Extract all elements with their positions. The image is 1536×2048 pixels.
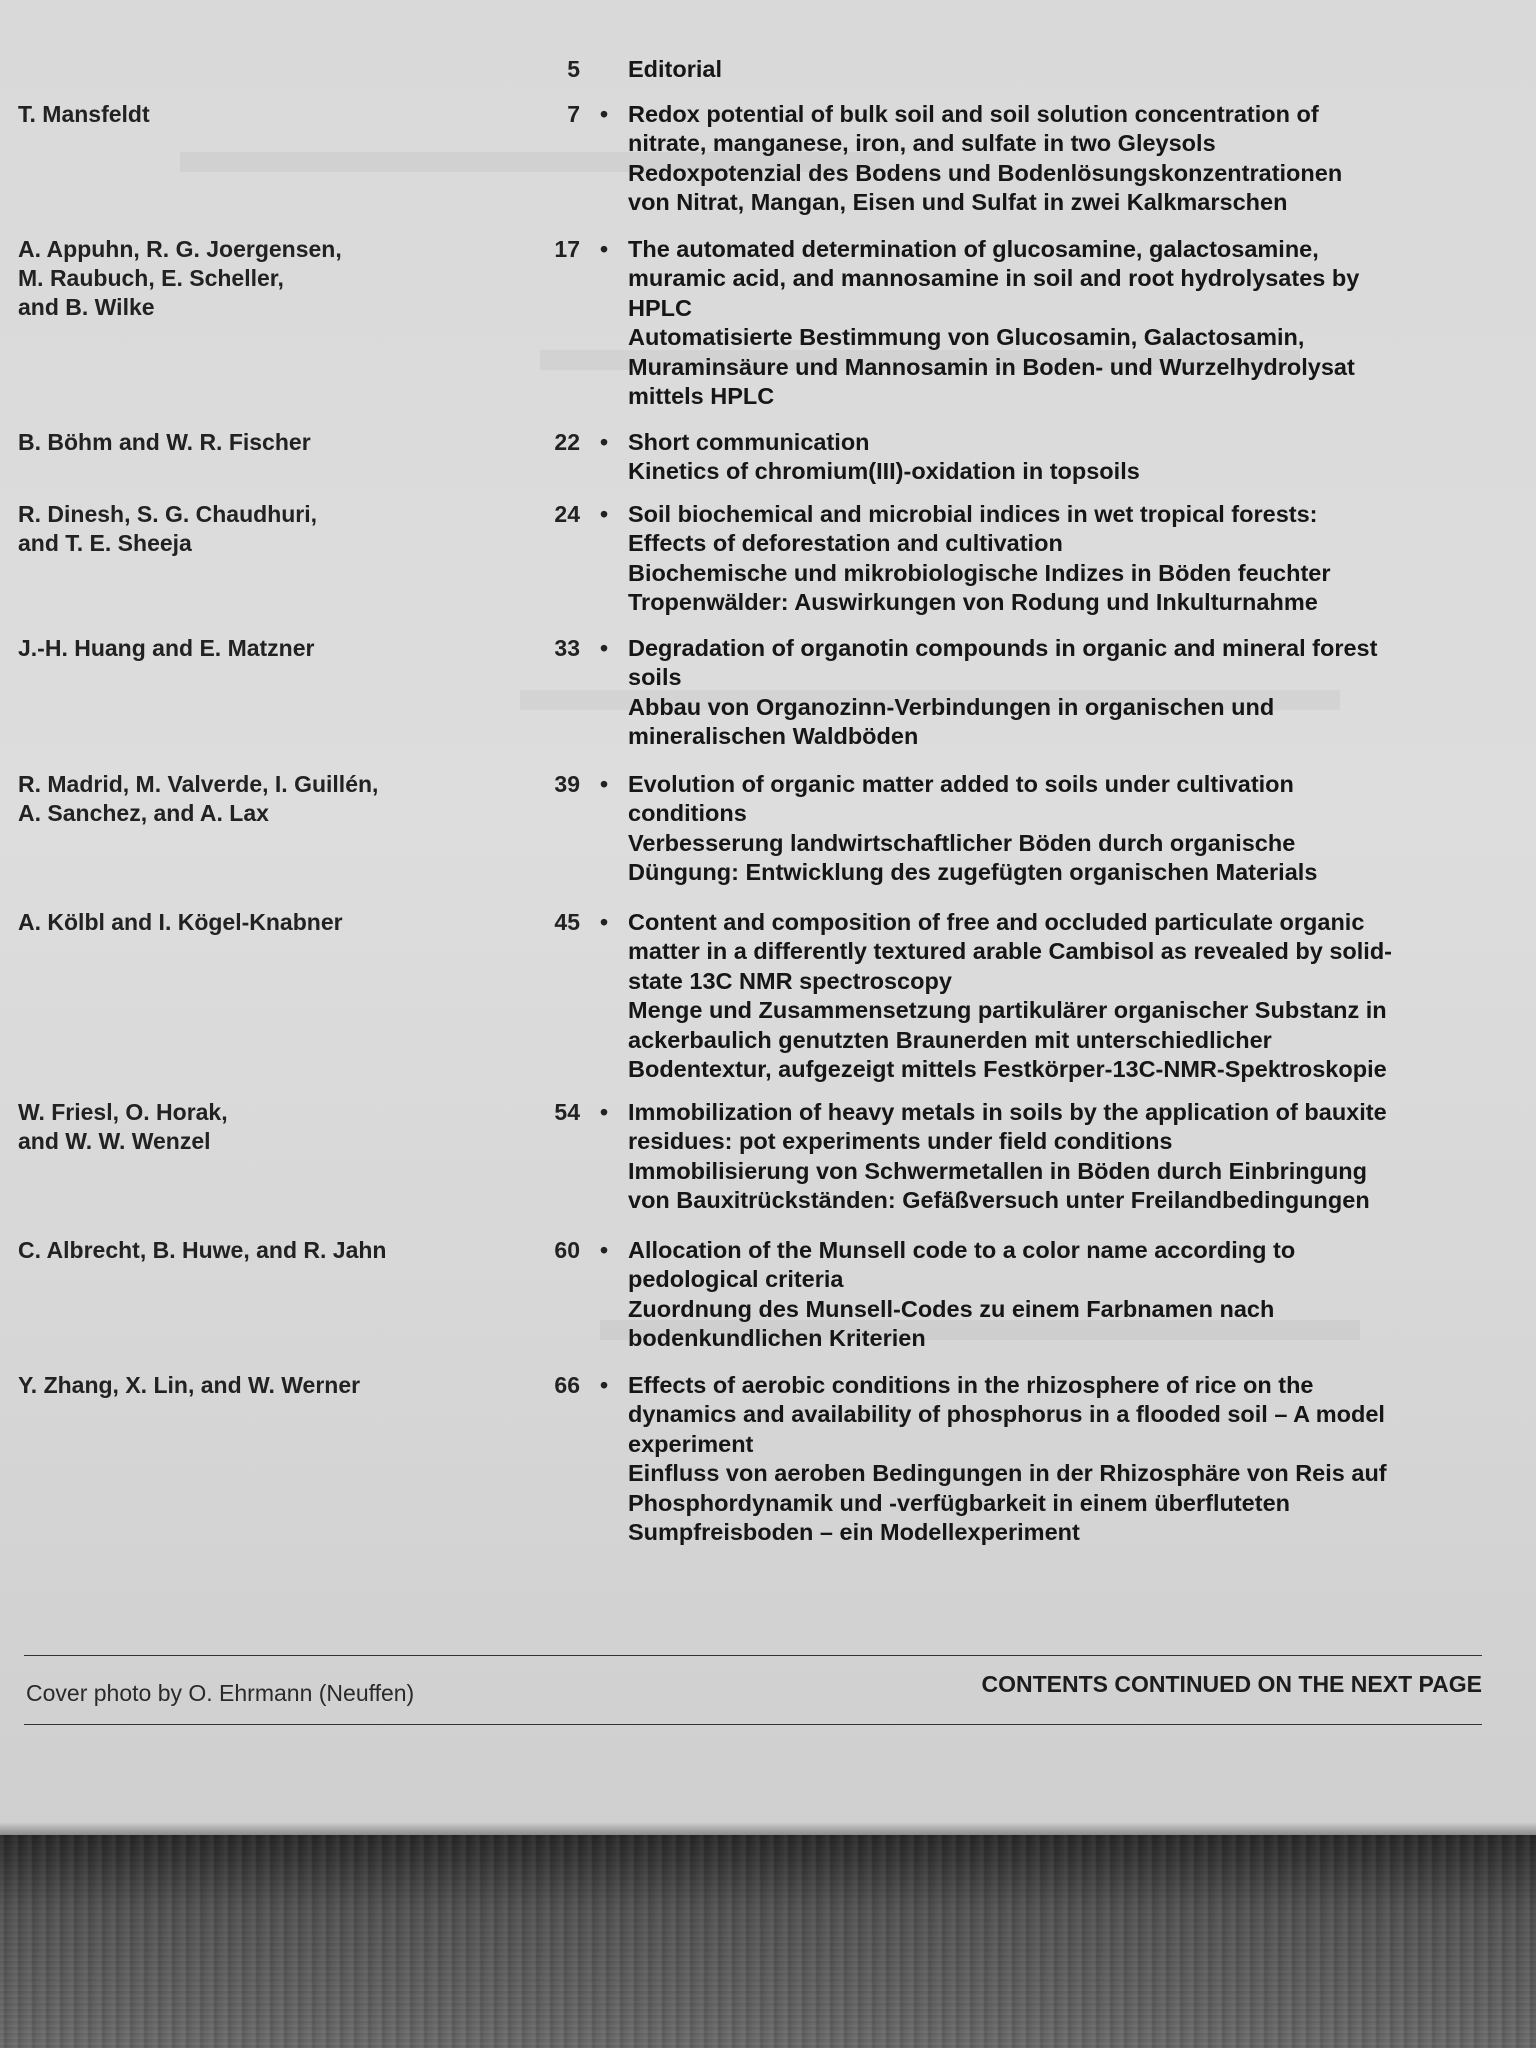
title-line: Short communication <box>628 429 870 455</box>
title-line: Zuordnung des Munsell-Codes zu einem Farbnamen nach <box>628 1295 1275 1322</box>
title-line: Abbau von Organozinn-Verbindungen in organischen und <box>628 693 1275 720</box>
title-line: Einfluss von aeroben Bedingungen in der Rhizosphäre von Reis auf <box>628 1460 1387 1487</box>
title-line: Immobilisierung von Schwermetallen in Böden durch Einbringung <box>628 1157 1368 1184</box>
title-line: conditions <box>628 800 747 827</box>
title-line: Muraminsäure und Mannosamin in Boden- und Wurzelhydrolysat <box>628 353 1355 380</box>
title-line: soils <box>628 664 682 691</box>
title-line: muramic acid, and mannosamine in soil and root hydrolysates by <box>628 265 1360 292</box>
bullet-icon: • <box>600 1099 609 1125</box>
toc-entry-page-number: 5 <box>567 56 580 82</box>
title-line: Automatisierte Bestimmung von Glucosamin, Galactosamin, <box>628 324 1305 351</box>
author-line: M. Raubuch, E. Scheller, <box>18 265 284 291</box>
title-line: Kinetics of chromium(III)-oxidation in topsoils <box>628 458 1140 485</box>
title-line: Content and composition of free and occluded particulate organic <box>628 909 1365 935</box>
author-line: A. Sanchez, and A. Lax <box>18 800 269 826</box>
author-line: C. Albrecht, B. Huwe, and R. Jahn <box>18 1237 387 1263</box>
author-line: B. Böhm and W. R. Fischer <box>18 429 311 455</box>
page-edge-shadow <box>0 1822 1536 1836</box>
toc-entry-page-number: 7 <box>567 101 580 127</box>
footer-bottom-rule <box>24 1724 1482 1725</box>
author-line: and T. E. Sheeja <box>18 530 192 556</box>
toc-entry-titles <box>628 55 1488 84</box>
title-line: Menge und Zusammensetzung partikulärer organischer Substanz in <box>628 997 1387 1024</box>
toc-entry-titles <box>628 100 1488 218</box>
title-line: Verbesserung landwirtschaftlicher Böden durch organische <box>628 829 1296 856</box>
toc-entry-page-number: 54 <box>554 1099 580 1125</box>
title-line: dynamics and availability of phosphorus in a flooded soil – A model <box>628 1401 1385 1428</box>
title-line: Bodentextur, aufgezeigt mittels Festkörper-13C-NMR-Spektroskopie <box>628 1056 1387 1083</box>
toc-entry-page-number: 17 <box>554 236 580 262</box>
toc-entry-page-number: 24 <box>554 501 580 527</box>
title-line: bodenkundlichen Kriterien <box>628 1325 926 1352</box>
toc-entry-authors <box>18 100 458 129</box>
bullet-icon: • <box>600 1237 609 1263</box>
author-line: and W. W. Wenzel <box>18 1128 211 1154</box>
contents-continued-note: CONTENTS CONTINUED ON THE NEXT PAGE <box>981 1671 1482 1697</box>
toc-entry-authors <box>18 1371 458 1400</box>
title-line: von Bauxitrückständen: Gefäßversuch unter Freilandbedingungen <box>628 1187 1370 1214</box>
author-line: A. Kölbl and I. Kögel-Knabner <box>18 909 343 935</box>
title-line: Biochemische und mikrobiologische Indizes in Böden feuchter <box>628 559 1331 586</box>
title-line: Redox potential of bulk soil and soil solution concentration of <box>628 101 1319 127</box>
toc-entry-authors <box>18 634 458 663</box>
toc-entry-titles <box>628 1098 1488 1216</box>
title-line: matter in a differently textured arable Cambisol as revealed by solid- <box>628 938 1393 965</box>
title-line: HPLC <box>628 294 692 321</box>
cover-photo-credit: Cover photo by O. Ehrmann (Neuffen) <box>26 1680 415 1706</box>
title-line: Redoxpotenzial des Bodens und Bodenlösungskonzentrationen <box>628 159 1343 186</box>
title-line: Evolution of organic matter added to soils under cultivation <box>628 771 1294 797</box>
toc-entry-authors <box>18 1098 458 1156</box>
wooden-table-surface <box>0 1835 1536 2048</box>
title-line: Effects of aerobic conditions in the rhizosphere of rice on the <box>628 1372 1314 1398</box>
toc-entry-page-number: 33 <box>554 635 580 661</box>
bullet-icon: • <box>600 771 609 797</box>
bullet-icon: • <box>600 429 609 455</box>
author-line: R. Dinesh, S. G. Chaudhuri, <box>18 501 318 527</box>
title-line: residues: pot experiments under field conditions <box>628 1128 1173 1155</box>
title-line: Soil biochemical and microbial indices in wet tropical forests: <box>628 501 1318 527</box>
title-line: pedological criteria <box>628 1266 844 1293</box>
bullet-icon: • <box>600 236 609 262</box>
toc-entry-authors <box>18 770 458 828</box>
toc-entry-authors <box>18 428 458 457</box>
toc-entry-page-number: 60 <box>554 1237 580 1263</box>
title-line: nitrate, manganese, iron, and sulfate in two Gleysols <box>628 130 1216 157</box>
author-line: Y. Zhang, X. Lin, and W. Werner <box>18 1372 361 1398</box>
title-line: Allocation of the Munsell code to a color name according to <box>628 1237 1296 1263</box>
bullet-icon: • <box>600 1372 609 1398</box>
title-line: Immobilization of heavy metals in soils by the application of bauxite <box>628 1099 1387 1125</box>
toc-entry-page-number: 45 <box>554 909 580 935</box>
title-line: Phosphordynamik und -verfügbarkeit in einem überfluteten <box>628 1489 1291 1516</box>
toc-entry-titles <box>628 500 1488 618</box>
toc-entry-titles <box>628 235 1488 411</box>
title-line: ackerbaulich genutzten Braunerden mit unterschiedlicher <box>628 1026 1272 1053</box>
toc-entry-titles <box>628 634 1488 752</box>
toc-entry-page-number: 22 <box>554 429 580 455</box>
title-line: Düngung: Entwicklung des zugefügten organischen Materials <box>628 859 1318 886</box>
toc-entry-authors <box>18 1236 458 1265</box>
author-line: R. Madrid, M. Valverde, I. Guillén, <box>18 771 379 797</box>
author-line: T. Mansfeldt <box>18 101 150 127</box>
toc-entry-authors <box>18 908 458 937</box>
bullet-icon: • <box>600 909 609 935</box>
author-line: W. Friesl, O. Horak, <box>18 1099 228 1125</box>
toc-entry-titles <box>628 1236 1488 1354</box>
toc-entry-page-number: 66 <box>554 1372 580 1398</box>
author-line: and B. Wilke <box>18 294 155 320</box>
title-line: The automated determination of glucosamine, galactosamine, <box>628 236 1319 262</box>
title-line: Effects of deforestation and cultivation <box>628 530 1063 557</box>
title-line: Degradation of organotin compounds in organic and mineral forest <box>628 635 1378 661</box>
toc-entry-authors <box>18 235 458 322</box>
bullet-icon: • <box>600 501 609 527</box>
title-line: state 13C NMR spectroscopy <box>628 967 952 994</box>
bullet-icon: • <box>600 101 609 127</box>
toc-entry-titles <box>628 908 1488 1084</box>
title-line: mineralischen Waldböden <box>628 723 919 750</box>
title-line: Tropenwälder: Auswirkungen von Rodung und Inkulturnahme <box>628 589 1318 616</box>
toc-entry-titles <box>628 428 1488 487</box>
toc-entry-titles <box>628 770 1488 888</box>
toc-entry-authors <box>18 500 458 558</box>
title-line: Editorial <box>628 56 723 82</box>
bullet-icon: • <box>600 635 609 661</box>
title-line: mittels HPLC <box>628 383 775 410</box>
toc-entry-page-number: 39 <box>554 771 580 797</box>
title-line: von Nitrat, Mangan, Eisen und Sulfat in zwei Kalkmarschen <box>628 189 1288 216</box>
author-line: J.-H. Huang and E. Matzner <box>18 635 315 661</box>
author-line: A. Appuhn, R. G. Joergensen, <box>18 236 342 262</box>
toc-entry-titles <box>628 1371 1488 1547</box>
title-line: experiment <box>628 1430 754 1457</box>
title-line: Sumpfreisboden – ein Modellexperiment <box>628 1519 1080 1546</box>
footer-top-rule <box>24 1655 1482 1656</box>
